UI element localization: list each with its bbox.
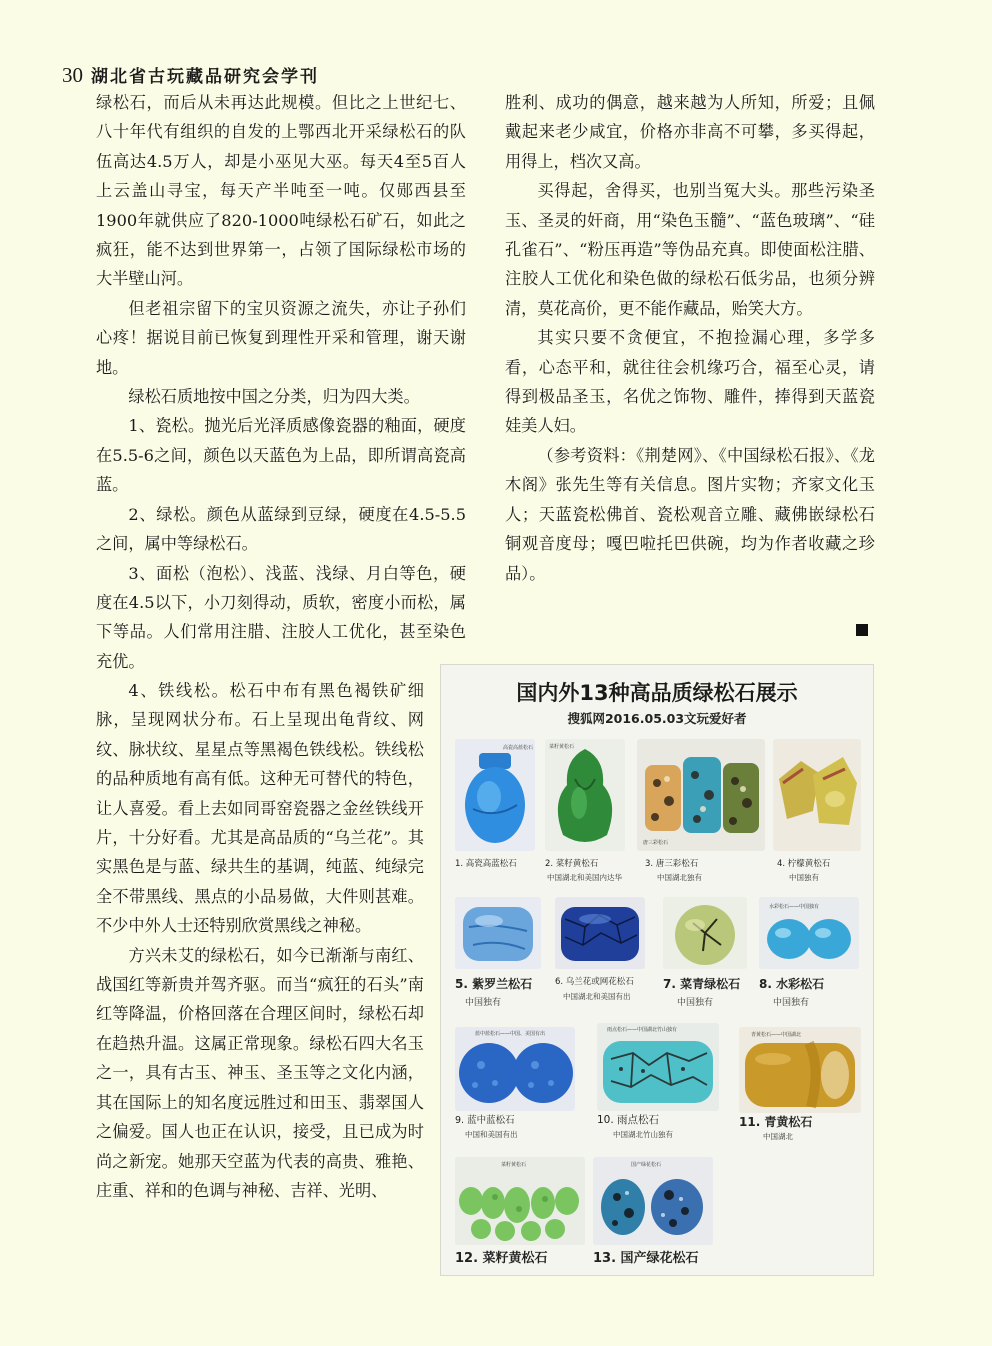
gem-photo-1: [455, 739, 535, 851]
gem-photo-11: [739, 1027, 861, 1113]
left-column-lower: [96, 676, 424, 1205]
gem-photo-13: [593, 1157, 713, 1245]
paragraph: 方兴未艾的绿松石，如今已渐渐与南红、战国红等新贵并驾齐驱。而当“疯狂的石头”南红等降温，价格回落在合理区间时，绿松石却在趋热升温。这属正常现象。绿松石四大名玉之一，具有古玉、神玉、圣玉等之文化内涵，其在国际上的知名度远胜过和田玉、翡翠国人之偏爱。国人也正在认识，接受，且已成为时尚之新宠。她那天空蓝为代表的高贵、雅艳、庄重、祥和的色调与神秘、吉祥、光明、: [96, 945, 424, 1200]
gem-photo-tag: 菜籽黄松石: [501, 1162, 527, 1168]
gem-label: 10. 雨点松石: [597, 1114, 660, 1126]
gem-photo-7: [663, 897, 747, 969]
gem-photo-tag: 青黄松石——中国湖北: [751, 1032, 802, 1038]
gem-photo-tag: 蓝中蓝松石——中国、美国有出: [475, 1031, 546, 1037]
gem-photo-2: [545, 739, 625, 851]
gem-photo-12: [455, 1157, 585, 1245]
gem-origin: 中国湖北竹山独有: [613, 1130, 673, 1139]
gem-photo-3: [637, 739, 765, 851]
panel-title: 国内外13种高品质绿松石展示: [516, 681, 798, 705]
gem-photo-tag: 水彩松石——中国独有: [769, 904, 820, 910]
gem-photo-tag: 国产绿花松石: [631, 1162, 662, 1168]
gem-label: 1. 高瓷高蓝松石: [455, 859, 517, 869]
paragraph: 绿松石质地按中国之分类，归为四大类。: [128, 387, 420, 407]
page-header: [62, 62, 319, 88]
gem-photo-tag: 唐三彩松石: [643, 840, 669, 846]
gem-photo-tag: 菜籽黄松石: [549, 744, 575, 750]
gem-photo-5: [455, 897, 541, 969]
gem-origin: 中国湖北: [763, 1132, 793, 1141]
gem-origin: 中国和美国有出: [465, 1130, 518, 1139]
gem-photo-tag: 高瓷高蓝松石: [503, 745, 534, 751]
gem-photo-10: [597, 1023, 719, 1111]
right-column: [505, 88, 875, 588]
panel-subtitle: 搜狐网2016.05.03文玩爱好者: [567, 711, 747, 726]
gem-origin: 中国湖北和美国有出: [563, 992, 631, 1001]
journal-title: 湖北省古玩藏品研究会学刊: [91, 67, 319, 87]
gem-label: 2. 菜籽黄松石: [545, 859, 599, 869]
gem-label: 8. 水彩松石: [759, 977, 825, 991]
gem-origin: 中国独有: [677, 998, 714, 1008]
gem-label: 3. 唐三彩松石: [645, 859, 699, 869]
gem-origin: 中国独有: [789, 873, 819, 882]
paragraph: 3、面松（泡松）、浅蓝、浅绿、月白等色，硬度在4.5以下，小刀刻得动，质软，密度小而松，属下等品。人们常用注腊、注胶人工优化，甚至染色充优。: [96, 563, 466, 671]
gem-photo-4: [773, 739, 861, 851]
gem-label: 12. 菜籽黄松石: [455, 1251, 548, 1266]
gem-label: 5. 紫罗兰松石: [455, 977, 533, 991]
gem-label: 9. 蓝中蓝松石: [455, 1115, 515, 1126]
paragraph: 其实只要不贪便宜，不抱捡漏心理，多学多看，心态平和，就往往会机缘巧合，福至心灵，请得到极品圣玉，名优之饰物、雕件，捧得到天蓝瓷娃美人妇。: [505, 328, 875, 436]
gem-photo-8: [759, 897, 859, 969]
paragraph: 4、铁线松。松石中布有黑色褐铁矿细脉，呈现网状分布。石上呈现出龟背纹、网纹、脉状纹、星星点等黑褐色铁线松。铁线松的品种质地有高有低。这种无可替代的特色，让人喜爱。看上去如同哥窑瓷器之金丝铁线开片，十分好看。尤其是高品质的“乌兰花”。其实黑色是与蓝、绿共生的基调，纯蓝、纯绿完全不带黑线、黑点的小品易做，大件则甚难。不少中外人士还特别欣赏黑线之神秘。: [96, 681, 424, 936]
gem-photo-tag: 雨点松石——中国湖北竹山独有: [607, 1027, 678, 1033]
paragraph: 买得起，舍得买，也别当冤大头。那些污染圣玉、圣灵的奸商，用“染色玉髓”、“蓝色玻璃”、“硅孔雀石”、“粉压再造”等伪品充真。即使面松注腊、注胶人工优化和染色做的绿松石低劣品，也须分辨清，莫花高价，更不能作藏品，贻笑大方。: [505, 181, 875, 318]
gem-label: 11. 青黄松石: [739, 1115, 813, 1129]
gem-origin: 中国独有: [465, 998, 502, 1008]
gem-label: 7. 菜青绿松石: [663, 977, 741, 991]
paragraph: 但老祖宗留下的宝贝资源之流失，亦让子孙们心疼！据说目前已恢复到理性开采和管理，谢天谢地。: [96, 298, 466, 377]
paragraph: 胜利、成功的偶意，越来越为人所知，所爱；且佩戴起来老少咸宜，价格亦非高不可攀，多买得起，用得上，档次又高。: [505, 93, 875, 171]
gem-label: 6. 乌兰花或网花松石: [555, 977, 634, 987]
left-column: [96, 88, 466, 676]
gem-photo-9: [455, 1027, 575, 1111]
paragraph: （参考资料：《荆楚网》、《中国绿松石报》、《龙木阁》张先生等有关信息。图片实物；齐家文化玉人；天蓝瓷松佛首、瓷松观音立雕、藏佛嵌绿松石铜观音度母；嘎巴啦托巴供碗，均为作者收藏之珍品）。: [505, 445, 875, 583]
paragraph: 绿松石，而后从未再达此规模。但比之上世纪七、八十年代有组织的自发的上鄂西北开采绿松石的队伍高达4.5万人，却是小巫见大巫。每天4至5百人上云盖山寻宝，每天产半吨至一吨。仅郧西县至1900年就供应了820-1000吨绿松石矿石，如此之疯狂，能不达到世界第一，占领了国际绿松市场的大半壁山河。: [96, 93, 466, 289]
gem-photo-6: [555, 897, 645, 969]
page-number: 30: [62, 63, 83, 87]
end-mark: [856, 624, 868, 636]
gem-label: 13. 国产绿花松石: [593, 1251, 699, 1266]
gem-origin: 中国湖北和美国内达华: [547, 873, 622, 882]
gem-origin: 中国独有: [773, 998, 810, 1008]
gem-label: 4. 柠檬黄松石: [777, 859, 831, 869]
paragraph: 1、瓷松。抛光后光泽质感像瓷器的釉面，硬度在5.5-6之间，颜色以天蓝色为上品，即所谓高瓷高蓝。: [96, 416, 466, 495]
paragraph: 2、绿松。颜色从蓝绿到豆绿，硬度在4.5-5.5之间，属中等绿松石。: [96, 504, 466, 554]
turquoise-photo-panel: [440, 664, 874, 1276]
gem-origin: 中国湖北独有: [657, 873, 702, 882]
